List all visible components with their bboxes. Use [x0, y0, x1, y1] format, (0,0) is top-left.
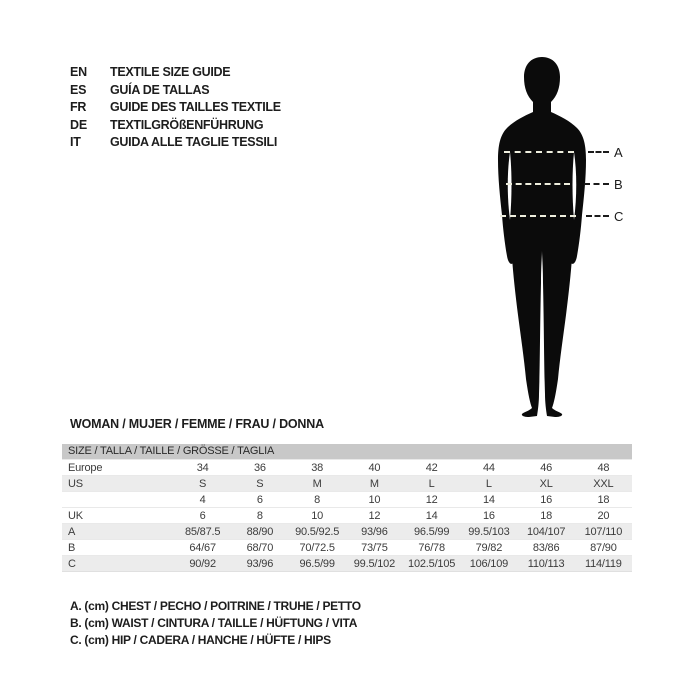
woman-silhouette — [496, 57, 592, 419]
table-row — [62, 491, 632, 507]
table-row — [62, 507, 632, 523]
size-cell: 12 — [425, 494, 438, 506]
size-cell: XL — [539, 478, 553, 490]
language-list — [70, 63, 281, 151]
size-cell: 90/92 — [189, 558, 216, 570]
woman-silhouette-body — [498, 57, 586, 417]
size-cell: 70/72.5 — [299, 542, 335, 554]
size-table — [62, 444, 632, 572]
table-row — [62, 555, 632, 571]
hip-line-on-body — [500, 215, 576, 217]
size-cell: 76/78 — [418, 542, 445, 554]
language-label: GUIDE DES TAILLES TEXTILE — [110, 100, 281, 114]
size-cell: 90.5/92.5 — [295, 526, 340, 538]
row-label: A — [68, 526, 76, 538]
size-cell: 68/70 — [246, 542, 274, 554]
language-code: FR — [70, 100, 87, 114]
size-cell: 14 — [482, 494, 495, 506]
size-cell: 10 — [368, 494, 381, 506]
row-label: UK — [68, 510, 83, 522]
size-cell: 14 — [425, 510, 438, 522]
size-table-body — [62, 459, 632, 571]
size-cell: 34 — [196, 462, 209, 474]
size-cell: 16 — [540, 494, 553, 506]
language-code: IT — [70, 135, 81, 149]
size-cell: L — [428, 478, 435, 490]
chest-line-leader — [588, 151, 609, 153]
language-label: TEXTILGRÖßENFÜHRUNG — [110, 117, 264, 132]
chest-line-on-body — [504, 151, 574, 153]
size-cell: 99.5/103 — [468, 526, 510, 538]
legend-row: B. (cm) WAIST / CINTURA / TAILLE / HÜFTUNG / VITA — [70, 616, 358, 630]
size-cell: 114/119 — [585, 558, 622, 570]
legend-row: A. (cm) CHEST / PECHO / POITRINE / TRUHE / PETTO — [70, 599, 361, 613]
size-cell: 8 — [256, 510, 263, 522]
language-label: GUIDA ALLE TAGLIE TESSILI — [110, 135, 278, 149]
language-row — [70, 133, 281, 151]
size-cell: 48 — [597, 462, 610, 474]
size-cell: 10 — [311, 510, 324, 522]
size-cell: 93/96 — [361, 526, 388, 538]
size-cell: 104/107 — [526, 526, 566, 538]
size-cell: 107/110 — [584, 526, 623, 538]
size-cell: 38 — [311, 462, 324, 474]
waist-line-leader — [584, 183, 609, 185]
size-cell: 87/90 — [590, 542, 617, 554]
size-cell: 6 — [256, 494, 263, 506]
language-label: GUÍA DE TALLAS — [110, 82, 210, 97]
table-row — [62, 539, 632, 555]
size-cell: 110/113 — [527, 558, 565, 570]
marker-label-hip: C — [614, 209, 624, 224]
size-cell: S — [256, 478, 264, 490]
size-cell: 93/96 — [246, 558, 274, 570]
size-cell: 106/109 — [469, 558, 509, 570]
size-cell: 96.5/99 — [299, 558, 335, 570]
size-cell: 44 — [482, 462, 495, 474]
size-cell: 79/82 — [475, 542, 503, 554]
language-code: EN — [70, 65, 87, 79]
size-cell: S — [199, 478, 207, 490]
language-row — [70, 116, 281, 134]
size-cell: M — [369, 478, 379, 490]
size-cell: M — [312, 478, 322, 490]
hip-line-leader — [586, 215, 609, 217]
language-row — [70, 63, 281, 81]
language-row — [70, 98, 281, 116]
marker-label-chest: A — [614, 145, 623, 160]
size-cell: 6 — [199, 510, 206, 522]
size-cell: 99.5/102 — [353, 558, 395, 570]
row-label: B — [68, 542, 76, 554]
size-cell: 46 — [540, 462, 553, 474]
marker-label-waist: B — [614, 177, 623, 192]
language-code: ES — [70, 82, 87, 97]
size-cell: 40 — [368, 462, 381, 474]
language-row — [70, 81, 281, 99]
size-cell: L — [485, 478, 492, 490]
size-cell: 16 — [482, 510, 495, 522]
size-cell: 83/86 — [532, 542, 560, 554]
size-cell: 18 — [540, 510, 553, 522]
size-cell: 88/90 — [246, 526, 274, 538]
size-cell: XXL — [593, 478, 614, 490]
size-cell: 102.5/105 — [408, 558, 456, 570]
row-label: C — [68, 558, 76, 570]
size-cell: 42 — [425, 462, 438, 474]
table-row — [62, 459, 632, 475]
legend-row: C. (cm) HIP / CADERA / HANCHE / HÜFTE / HIPS — [70, 633, 331, 647]
size-cell: 12 — [368, 510, 381, 522]
size-cell: 8 — [314, 494, 321, 506]
language-code: DE — [70, 117, 87, 132]
language-label: TEXTILE SIZE GUIDE — [110, 65, 231, 79]
table-row — [62, 523, 632, 539]
size-cell: 20 — [597, 510, 610, 522]
row-label — [62, 492, 174, 507]
size-cell: 73/75 — [361, 542, 388, 554]
size-table-header: SIZE / TALLA / TAILLE / GRÖSSE / TAGLIA — [62, 444, 632, 459]
table-row — [62, 475, 632, 491]
size-cell: 4 — [199, 494, 206, 506]
row-label: Europe — [68, 462, 103, 474]
section-title: WOMAN / MUJER / FEMME / FRAU / DONNA — [70, 417, 324, 431]
waist-line-on-body — [506, 183, 570, 185]
size-cell: 18 — [597, 494, 610, 506]
size-cell: 64/67 — [189, 542, 216, 554]
size-cell: 96.5/99 — [413, 526, 450, 538]
measurement-legend — [70, 598, 361, 649]
size-cell: 36 — [253, 462, 266, 474]
size-cell: 85/87.5 — [184, 526, 221, 538]
row-label: US — [68, 478, 83, 490]
